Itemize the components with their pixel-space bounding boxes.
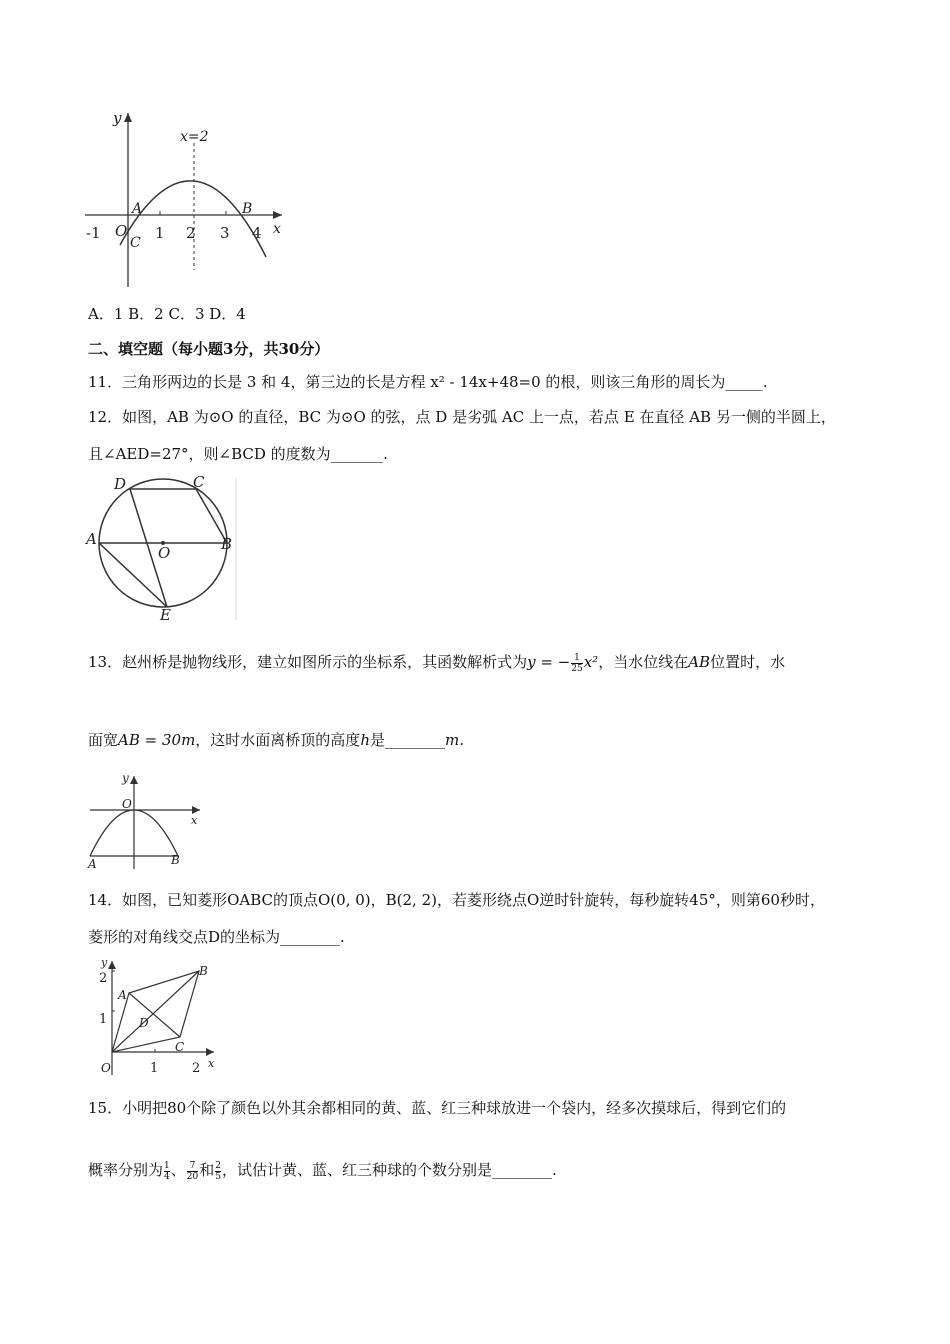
- tick-1: 1: [155, 224, 165, 242]
- x-tick-1: 1: [150, 1061, 159, 1076]
- point-a-label: A: [132, 201, 143, 217]
- q14-line2: 菱形的对角线交点D的坐标为________.: [88, 928, 345, 946]
- q10-options: A．1 B．2 C．3 D．4: [88, 305, 246, 323]
- point-d-label: D: [139, 1016, 149, 1030]
- center-o-label: O: [158, 544, 171, 562]
- tick-neg1: -1: [86, 224, 101, 242]
- origin-label: O: [115, 222, 128, 240]
- circle-figure: [84, 470, 244, 625]
- x-axis-label: x: [191, 814, 198, 827]
- q15-text-b: ，试估计黄、蓝、红三种球的个数分别是________.: [221, 1161, 557, 1179]
- q12-line1: 12．如图，AB 为⊙O 的直径，BC 为⊙O 的弦，点 D 是劣弧 AC 上一点，若点 E 在直径 AB 另一侧的半圆上，: [88, 408, 836, 426]
- q15-f1-num: 1: [164, 1160, 170, 1171]
- q15-sep1: 、: [170, 1161, 186, 1179]
- q15-line1: 15．小明把80个除了颜色以外其余都相同的黄、蓝、红三种球放进一个袋内，经多次摸球后，得到它们的: [88, 1099, 787, 1117]
- q14-line1: 14．如图，已知菱形OABC的顶点O(0, 0)，B(2, 2)，若菱形绕点O逆时针旋转，每秒旋转45°，则第60秒时，: [88, 891, 825, 909]
- tick-2: 2: [186, 224, 196, 242]
- q13-text-c: 位置时，水: [710, 653, 786, 671]
- y-axis-label: y: [101, 956, 108, 969]
- q15-f2-num: 7: [187, 1161, 198, 1172]
- point-a-label: A: [118, 988, 127, 1002]
- y-tick-1: 1: [99, 1012, 108, 1027]
- q15-fraction-3: [215, 1161, 221, 1182]
- q15-f2-den: 20: [186, 1171, 199, 1182]
- q13-frac-den: 25: [571, 663, 583, 674]
- point-c-label: C: [193, 473, 205, 491]
- q15-sep2: 和: [199, 1161, 215, 1179]
- q13-line2: [88, 730, 464, 750]
- bridge-figure: [84, 768, 209, 873]
- q13-ab: AB: [688, 653, 711, 671]
- point-b-label: B: [171, 853, 180, 867]
- q15-text-a: 概率分别为: [88, 1161, 164, 1179]
- tick-4: 4: [252, 224, 262, 242]
- origin-label: O: [122, 797, 132, 811]
- q15-line2: [88, 1160, 557, 1182]
- q13-h: h: [360, 731, 370, 749]
- point-b-label: B: [221, 535, 233, 553]
- tick-3: 3: [220, 224, 230, 242]
- rhombus-figure: [84, 955, 219, 1080]
- point-a-label: A: [86, 530, 97, 548]
- q13-text-e: ，这时水面离桥顶的高度: [195, 731, 361, 749]
- q11-text: 11．三角形两边的长是 3 和 4，第三边的长是方程 x² - 14x+48=0 的根，则该三角形的周长为_____.: [88, 373, 768, 391]
- q13-unit: m.: [445, 731, 464, 749]
- q13-formula: y = −: [527, 653, 571, 671]
- q15-f3-num: 2: [215, 1160, 221, 1171]
- q13-line1: [88, 652, 785, 674]
- parabola-figure: [80, 105, 290, 290]
- x-axis-label: x: [208, 1057, 215, 1070]
- origin-label: O: [101, 1061, 111, 1075]
- q15-fraction-2: [187, 1161, 198, 1182]
- x-tick-2: 2: [192, 1061, 201, 1076]
- y-tick-2: 2: [99, 971, 108, 986]
- point-a-label: A: [88, 857, 97, 871]
- y-axis-label: y: [122, 771, 129, 785]
- q12-line2: 且∠AED=27°，则∠BCD 的度数为_______.: [88, 445, 388, 463]
- point-c-label: C: [130, 235, 141, 251]
- q15-f1-den: 4: [164, 1171, 170, 1182]
- point-b-label: B: [242, 201, 253, 217]
- q15-f3-den: 5: [215, 1171, 221, 1182]
- point-b-label: B: [199, 964, 208, 978]
- point-e-label: E: [160, 606, 171, 624]
- q13-text-f: 是________: [369, 731, 445, 749]
- y-axis-label: y: [113, 109, 122, 127]
- point-d-label: D: [114, 475, 127, 493]
- point-c-label: C: [175, 1040, 185, 1054]
- q13-text-b: ，当水位线在: [598, 653, 689, 671]
- section-heading: 二、填空题（每小题3分，共30分）: [88, 340, 330, 358]
- q13-equation: AB = 30m: [118, 731, 196, 749]
- q15-fraction-1: [164, 1161, 170, 1182]
- q13-formula-tail: x²: [583, 653, 599, 671]
- q13-text-d: 面宽: [88, 731, 119, 749]
- q13-text-a: 13．赵州桥是抛物线形，建立如图所示的坐标系，其函数解析式为: [88, 653, 528, 671]
- axis-of-symmetry-label: x=2: [180, 129, 209, 145]
- q13-fraction: [571, 653, 582, 674]
- x-axis-label: x: [273, 221, 281, 237]
- q13-frac-num: 1: [571, 653, 582, 664]
